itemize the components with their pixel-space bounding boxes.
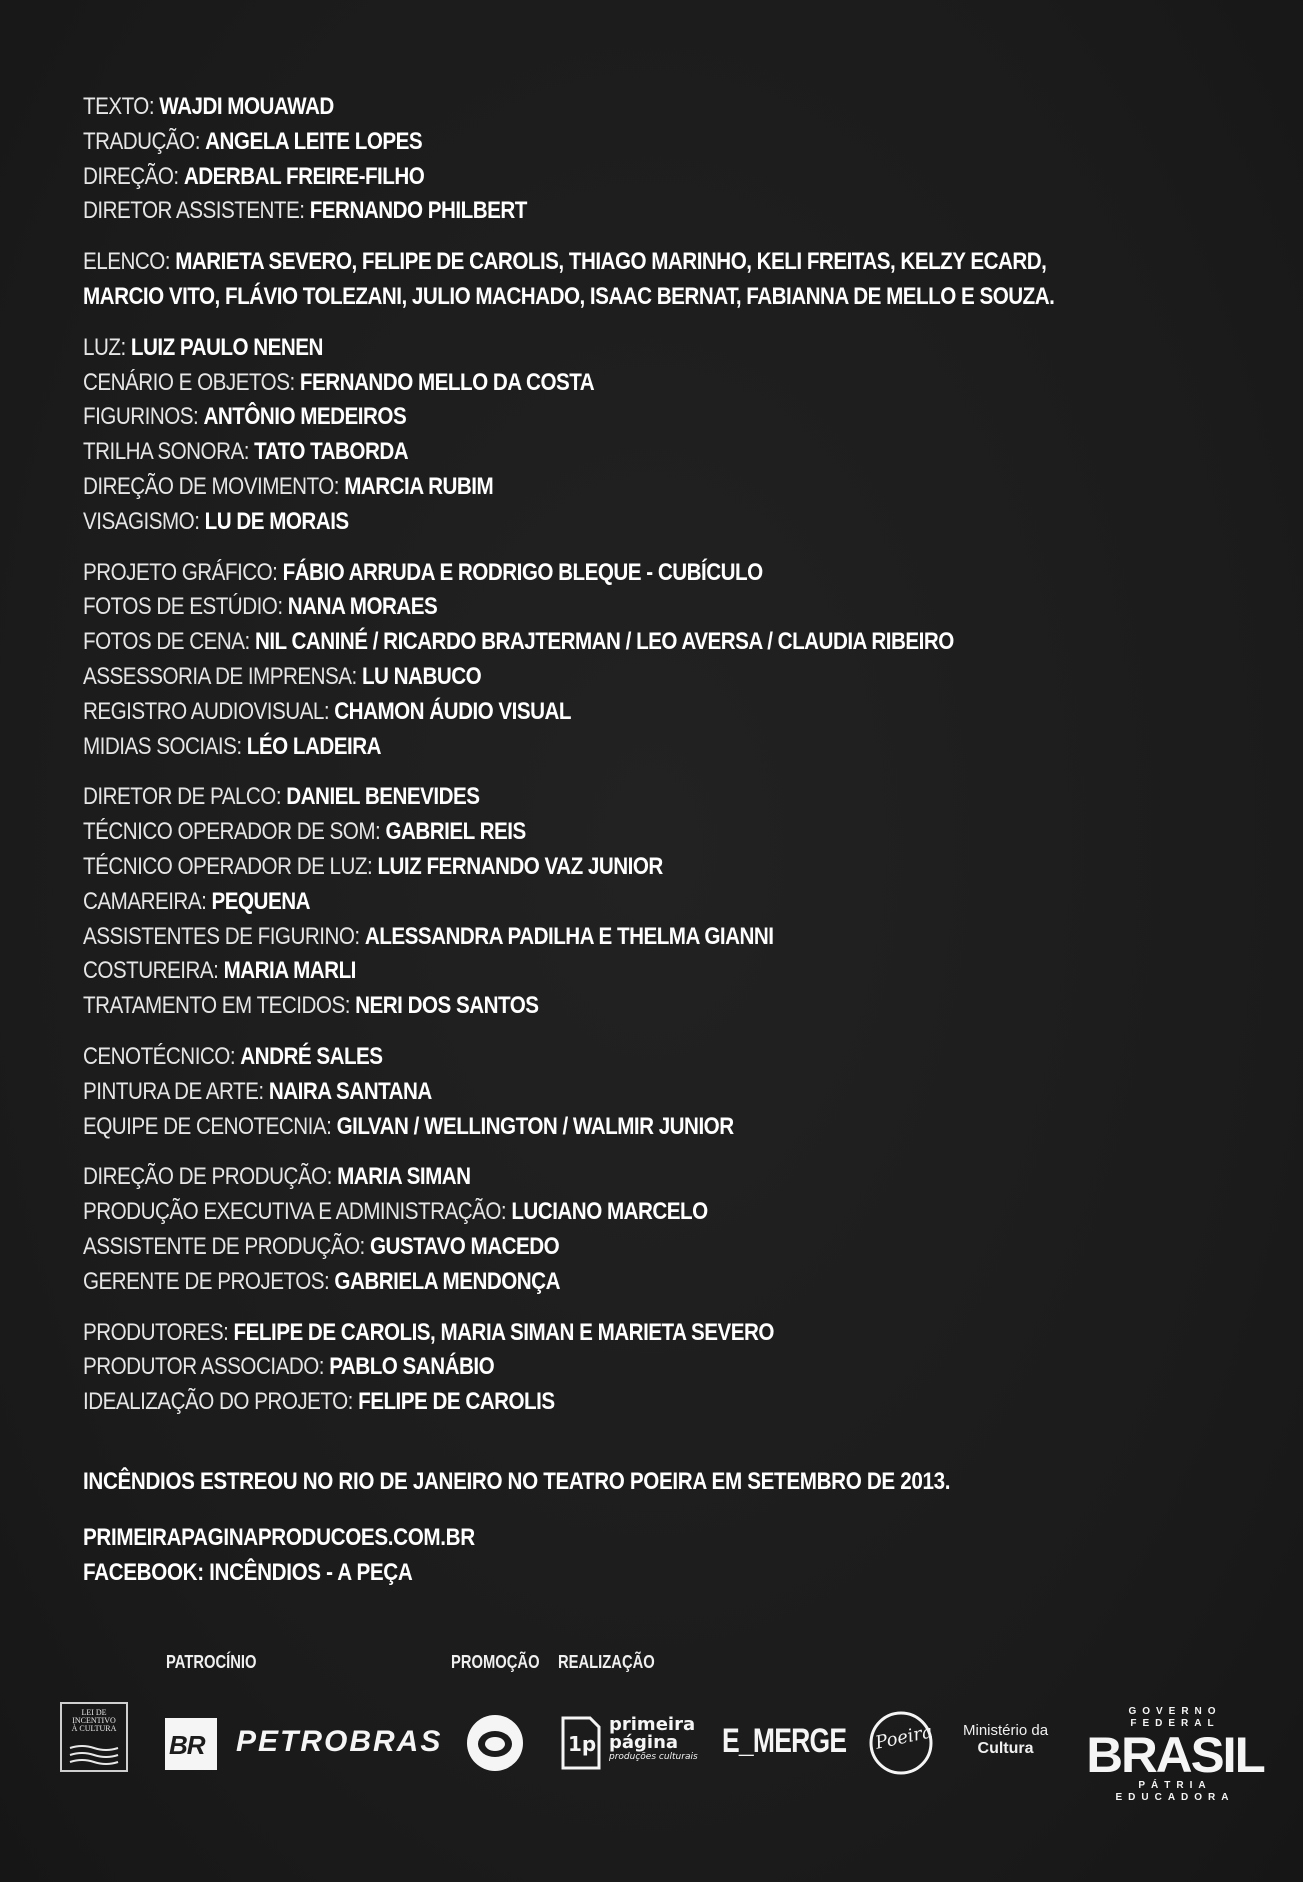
credit-name: LU DE MORAIS <box>204 507 349 535</box>
cultura-text: Cultura <box>977 1740 1034 1757</box>
credit-line <box>83 1195 1098 1230</box>
credit-role: DIRETOR DE PALCO: <box>83 783 287 811</box>
credit-role: CAMAREIRA: <box>83 887 212 915</box>
credit-name: MARIETA SEVERO, FELIPE DE CAROLIS, THIAGO MARINHO, KELI FREITAS, KELZY ECARD, <box>175 248 1047 276</box>
credit-line <box>83 470 1098 505</box>
credit-role: MIDIAS SOCIAIS: <box>83 732 247 760</box>
lei-incentivo-logo <box>60 1702 128 1772</box>
credit-line <box>83 1110 1098 1145</box>
credit-name: GUSTAVO MACEDO <box>369 1232 560 1260</box>
credit-role: TRADUÇÃO: <box>83 127 206 155</box>
credit-name: ANDRÉ SALES <box>240 1042 383 1070</box>
credit-role: DIREÇÃO: <box>83 162 184 190</box>
credit-role: ASSISTENTE DE PRODUÇÃO: <box>83 1232 370 1260</box>
credits-list <box>83 90 1263 1436</box>
credit-role: PROJETO GRÁFICO: <box>83 558 283 586</box>
credit-group <box>83 556 1263 765</box>
governo-federal-text: GOVERNO FEDERAL <box>1128 1706 1222 1729</box>
credit-line <box>83 505 1098 540</box>
credit-line <box>83 780 1098 815</box>
credit-line <box>83 90 1098 125</box>
credit-group <box>83 1040 1263 1144</box>
website-link[interactable]: PRIMEIRAPAGINAPRODUCOES.COM.BR <box>83 1524 475 1551</box>
credit-name: CHAMON ÁUDIO VISUAL <box>334 697 572 725</box>
credit-line <box>83 730 1098 765</box>
credit-role: TÉCNICO OPERADOR DE LUZ: <box>83 852 378 880</box>
credit-role: FOTOS DE CENA: <box>83 628 255 656</box>
credit-line <box>83 1316 1098 1351</box>
credit-name: FÁBIO ARRUDA E RODRIGO BLEQUE - CUBÍCULO <box>282 558 763 586</box>
svg-text:1p: 1p <box>568 1732 597 1756</box>
brasil-text: BRASIL <box>1086 1727 1264 1783</box>
credit-role: LUZ: <box>83 333 131 361</box>
credit-role: PRODUÇÃO EXECUTIVA E ADMINISTRAÇÃO: <box>83 1198 512 1226</box>
credit-line <box>83 695 1098 730</box>
primeira-text: primeira <box>609 1714 696 1735</box>
credit-line <box>83 245 1098 280</box>
credit-role: FOTOS DE ESTÚDIO: <box>83 593 288 621</box>
credit-line <box>83 435 1098 470</box>
credit-line <box>83 1230 1098 1265</box>
credit-name: GABRIELA MENDONÇA <box>334 1267 560 1295</box>
credit-line <box>83 331 1098 366</box>
credit-line <box>83 920 1098 955</box>
br-logo-text: BR <box>169 1730 205 1760</box>
credit-role: ASSISTENTES DE FIGURINO: <box>83 922 365 950</box>
credit-line <box>83 400 1098 435</box>
credit-line <box>83 885 1098 920</box>
credit-role: GERENTE DE PROJETOS: <box>83 1267 335 1295</box>
credit-line <box>83 625 1098 660</box>
credit-role: DIREÇÃO DE MOVIMENTO: <box>83 472 345 500</box>
credit-name: FELIPE DE CAROLIS, MARIA SIMAN E MARIETA SEVERO <box>233 1318 774 1346</box>
credit-name: DANIEL BENEVIDES <box>286 783 480 811</box>
promocao-label: PROMOÇÃO <box>451 1652 540 1672</box>
patria-educadora-text: PÁTRIA EDUCADORA <box>1115 1780 1235 1803</box>
credit-line <box>83 1040 1098 1075</box>
credit-role: PRODUTORES: <box>83 1318 234 1346</box>
credit-group <box>83 90 1263 229</box>
credit-name: FERNANDO MELLO DA COSTA <box>299 368 595 396</box>
flag-waves-icon <box>68 1744 120 1766</box>
primeira-pagina-logo <box>609 1716 698 1762</box>
credit-role: VISAGISMO: <box>83 507 205 535</box>
credit-name: ANTÔNIO MEDEIROS <box>203 403 407 431</box>
credit-line <box>83 194 1098 229</box>
credit-group <box>83 1316 1263 1420</box>
credit-role: REGISTRO AUDIOVISUAL: <box>83 697 335 725</box>
credit-name: ALESSANDRA PADILHA E THELMA GIANNI <box>364 922 774 950</box>
credit-line <box>83 1385 1098 1420</box>
credit-line <box>83 1075 1098 1110</box>
credit-role: TÉCNICO OPERADOR DE SOM: <box>83 818 386 846</box>
credit-name: GABRIEL REIS <box>385 818 526 846</box>
credit-line <box>83 815 1098 850</box>
credit-role: IDEALIZAÇÃO DO PROJETO: <box>83 1388 359 1416</box>
credit-role: TRATAMENTO EM TECIDOS: <box>83 992 356 1020</box>
credit-line <box>83 160 1098 195</box>
credit-name: LU NABUCO <box>361 662 482 690</box>
credit-role: TEXTO: <box>83 93 160 120</box>
emerge-logo: E_MERGE <box>722 1722 847 1760</box>
producoes-text: produções culturais <box>609 1752 698 1762</box>
credit-name: MARCIO VITO, FLÁVIO TOLEZANI, JULIO MACHADO, ISAAC BERNAT, FABIANNA DE MELLO E SOUZA. <box>83 282 1055 310</box>
primeira-pagina-logo-icon <box>560 1715 602 1771</box>
credit-line <box>83 125 1098 160</box>
credit-role: DIRETOR ASSISTENTE: <box>83 197 310 225</box>
realizacao-label: REALIZAÇÃO <box>558 1652 655 1672</box>
credit-name: PEQUENA <box>211 887 310 915</box>
credit-name: LÉO LADEIRA <box>246 732 382 760</box>
facebook-link[interactable]: FACEBOOK: INCÊNDIOS - A PEÇA <box>83 1559 413 1586</box>
credit-role: CENOTÉCNICO: <box>83 1042 241 1070</box>
credit-group <box>83 780 1263 1024</box>
credit-line <box>83 989 1098 1024</box>
credit-name: NAIRA SANTANA <box>268 1077 432 1105</box>
credit-name: ADERBAL FREIRE-FILHO <box>183 162 425 190</box>
credit-line <box>83 280 1098 315</box>
br-logo <box>165 1718 217 1770</box>
credit-line <box>83 590 1098 625</box>
credit-role: TRILHA SONORA: <box>83 438 255 466</box>
credit-role: ELENCO: <box>83 248 176 276</box>
credit-name: FELIPE DE CAROLIS <box>358 1388 555 1416</box>
credit-name: LUCIANO MARCELO <box>511 1198 708 1226</box>
credit-role: PINTURA DE ARTE: <box>83 1077 269 1105</box>
credit-line <box>83 366 1098 401</box>
credit-name: MARIA SIMAN <box>337 1163 471 1191</box>
credit-name: LUIZ PAULO NENEN <box>130 333 323 361</box>
credit-name: GILVAN / WELLINGTON / WALMIR JUNIOR <box>336 1112 734 1140</box>
credit-name: MARIA MARLI <box>223 957 356 985</box>
premiere-statement: INCÊNDIOS ESTREOU NO RIO DE JANEIRO NO TEATRO POEIRA EM SETEMBRO DE 2013. <box>83 1468 951 1495</box>
globo-logo-icon <box>466 1714 524 1772</box>
ministerio-cultura-logo <box>963 1722 1048 1758</box>
credit-name: FERNANDO PHILBERT <box>309 197 527 225</box>
credit-line <box>83 1160 1098 1195</box>
credit-role: CENÁRIO E OBJETOS: <box>83 368 300 396</box>
credit-line <box>83 556 1098 591</box>
pagina-text: página <box>609 1732 679 1753</box>
credit-group <box>83 245 1263 315</box>
credit-role: DIREÇÃO DE PRODUÇÃO: <box>83 1163 338 1191</box>
credit-group <box>83 1160 1263 1299</box>
credit-role: PRODUTOR ASSOCIADO: <box>83 1353 330 1381</box>
credit-name: LUIZ FERNANDO VAZ JUNIOR <box>377 852 663 880</box>
credit-name: NANA MORAES <box>287 593 438 621</box>
credit-line <box>83 1350 1098 1385</box>
petrobras-logo: PETROBRAS <box>236 1725 443 1758</box>
governo-federal-logo <box>1080 1706 1270 1804</box>
credit-name: PABLO SANÁBIO <box>329 1353 495 1381</box>
credit-role: COSTUREIRA: <box>83 957 224 985</box>
credit-role: EQUIPE DE CENOTECNIA: <box>83 1112 337 1140</box>
credit-name: TATO TABORDA <box>254 438 409 466</box>
credit-line <box>83 954 1098 989</box>
ministerio-text: Ministério da <box>963 1722 1049 1739</box>
patrocinio-label: PATROCÍNIO <box>166 1652 257 1672</box>
credit-name: ANGELA LEITE LOPES <box>205 127 423 155</box>
poeira-logo: Poeira <box>873 1721 935 1754</box>
lei-incentivo-text: LEI DE INCENTIVO À CULTURA <box>71 1708 117 1733</box>
credit-group <box>83 331 1263 540</box>
links-block <box>83 1520 539 1590</box>
credit-line <box>83 1265 1098 1300</box>
credit-line <box>83 660 1098 695</box>
credit-name: WAJDI MOUAWAD <box>159 93 334 120</box>
credit-role: FIGURINOS: <box>83 403 204 431</box>
credit-role: ASSESSORIA DE IMPRENSA: <box>83 662 362 690</box>
credit-name: MARCIA RUBIM <box>344 472 494 500</box>
credit-line <box>83 850 1098 885</box>
credit-name: NERI DOS SANTOS <box>355 992 539 1020</box>
credit-name: NIL CANINÉ / RICARDO BRAJTERMAN / LEO AVERSA / CLAUDIA RIBEIRO <box>254 628 954 656</box>
